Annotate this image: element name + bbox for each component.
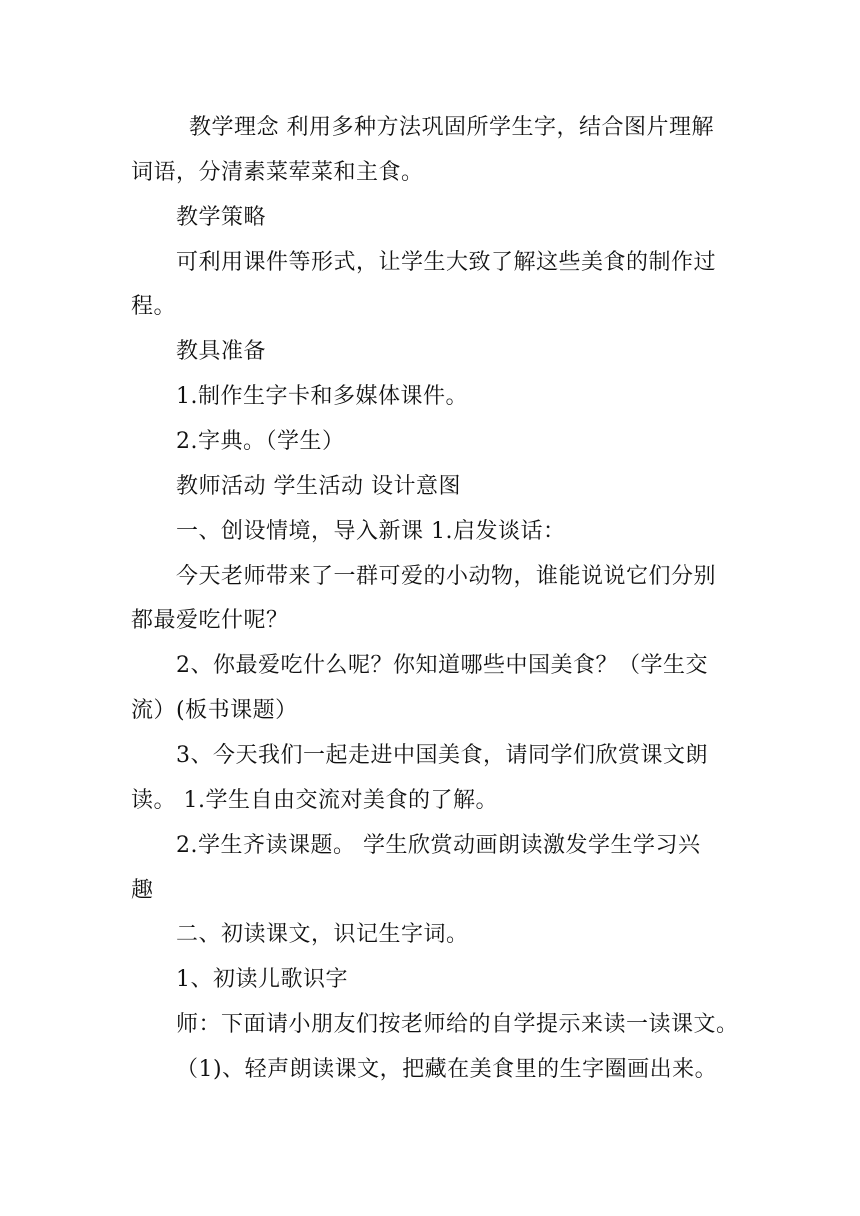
text-line: 都最爱吃什呢？ [131,608,289,633]
text-line: 2、你最爱吃什么呢？你知道哪些中国美食？（学生交 [176,653,708,678]
text-line: 今天老师带来了一群可爱的小动物，谁能说说它们分别 [176,564,717,589]
text-line: 3、今天我们一起走进中国美食，请同学们欣赏课文朗 [176,743,708,768]
text-line: 词语，分清素菜荤菜和主食。 [131,160,424,185]
list-item: 2.字典。（学生） [176,429,345,454]
text-line: 2.学生齐读课题。 学生欣赏动画朗读激发学生学习兴 [176,833,701,858]
text-line: 教学理念 利用多种方法巩固所学生字，结合图片理解 [189,115,714,140]
text-line: 1、初读儿歌识字 [176,967,348,992]
text-line: 读。 1.学生自由交流对美食的了解。 [131,788,498,813]
text-line: 趣 [131,878,154,903]
list-item: 1.制作生字卡和多媒体课件。 [176,384,468,409]
text-line: 师：下面请小朋友们按老师给的自学提示来读一读课文。 [176,1012,739,1037]
text-line: 程。 [131,294,177,319]
text-line: （1)、轻声朗读课文，把藏在美食里的生字圈画出来。 [176,1057,718,1082]
text-line: 一、创设情境，导入新课 1.启发谈话： [176,519,566,544]
section-heading: 二、初读课文，识记生字词。 [176,922,469,947]
section-heading: 教学策略 [176,205,267,230]
section-heading: 教具准备 [176,339,267,364]
text-line: 可利用课件等形式，让学生大致了解这些美食的制作过 [176,250,717,275]
text-line: 流）(板书课题） [131,698,298,723]
table-header-line: 教师活动 学生活动 设计意图 [176,474,461,499]
